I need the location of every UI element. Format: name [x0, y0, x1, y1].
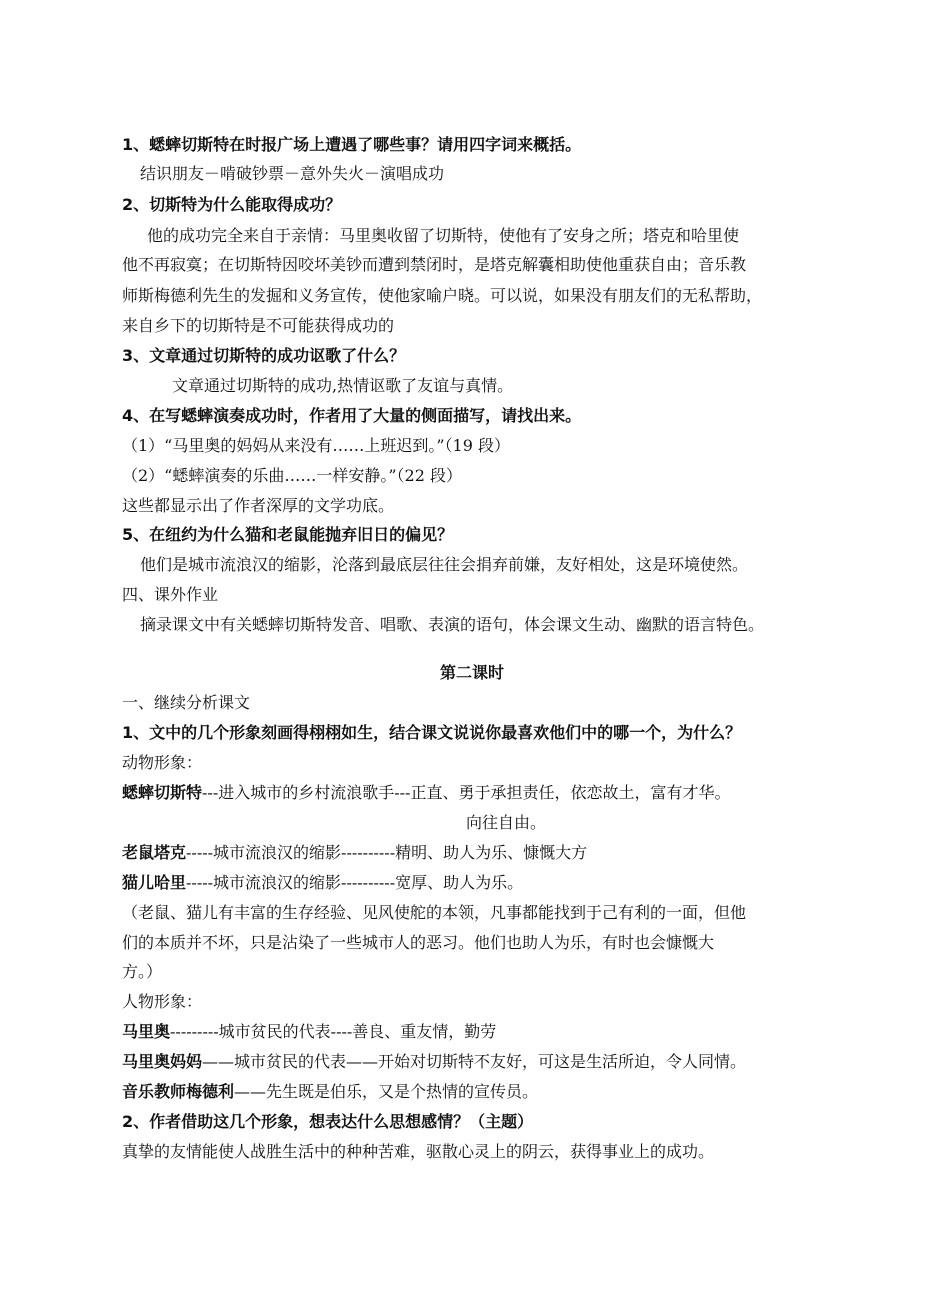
- note-line: （老鼠、猫儿有丰富的生存经验、见风使舵的本领，凡事都能找到于己有利的一面，但他: [122, 903, 747, 922]
- q3-answer: 文章通过切斯特的成功,热情讴歌了友谊与真情。: [172, 376, 514, 395]
- note-line: 们的本质并不坏，只是沾染了一些城市人的恶习。他们也助人为乐，有时也会慷慨大: [122, 933, 715, 952]
- chester-desc-cont: 向往自由。: [466, 813, 547, 832]
- q4-answer-line: （1）“马里奥的妈妈从来没有……上班迟到。”（19 段）: [122, 436, 510, 455]
- people-label: 人物形象：: [122, 992, 203, 1011]
- animals-label: 动物形象：: [122, 753, 203, 772]
- theme-answer: 真挚的友情能使人战胜生活中的种种苦难，驱散心灵上的阴云，获得事业上的成功。: [122, 1142, 715, 1161]
- q2-answer-line: 他的成功完全来自于亲情：马里奥收留了切斯特，使他有了安身之所；塔克和哈里使: [147, 226, 740, 245]
- homework-title: 四、课外作业: [122, 585, 219, 604]
- harry-line: [122, 873, 950, 893]
- smedley-desc: ——先生既是伯乐，又是个热情的宣传员。: [234, 1082, 539, 1101]
- lesson2-q2: 2、作者借助这几个形象，想表达什么思想感情？（主题）: [122, 1112, 534, 1131]
- q2-title: 2、切斯特为什么能取得成功？: [122, 195, 342, 214]
- tucker-line: [122, 843, 950, 863]
- q5-title: 5、在纽约为什么猫和老鼠能抛弃旧日的偏见？: [122, 525, 454, 544]
- tucker-desc: -----城市流浪汉的缩影----------精明、助人为乐、慷慨大方: [186, 843, 588, 862]
- mama-desc: ——城市贫民的代表——开始对切斯特不友好，可这是生活所迫，令人同情。: [202, 1052, 747, 1071]
- lesson2-q1: 1、文中的几个形象刻画得栩栩如生，结合课文说说你最喜欢他们中的哪一个，为什么？: [122, 723, 742, 742]
- q4-answer-line: 这些都显示出了作者深厚的文学功底。: [122, 496, 395, 515]
- lesson2-subheading: 一、继续分析课文: [122, 693, 251, 712]
- q4-answer-line: （2）“蟋蟀演奏的乐曲……一样安静。”（22 段）: [122, 466, 462, 485]
- smedley-line: [122, 1082, 950, 1102]
- mario-desc: ---------城市贫民的代表----善良、重友情，勤劳: [170, 1022, 497, 1041]
- q2-answer-line: 来自乡下的切斯特是不可能获得成功的: [122, 316, 395, 335]
- q5-answer: 他们是城市流浪汉的缩影，沦落到最底层往往会捐弃前嫌，友好相处，这是环境使然。: [140, 555, 749, 574]
- tucker-name: 老鼠塔克: [122, 843, 187, 862]
- harry-desc: -----城市流浪汉的缩影----------宽厚、助人为乐。: [186, 873, 524, 892]
- q1-title: 1、蟋蟀切斯特在时报广场上遭遇了哪些事？请用四字词来概括。: [122, 135, 582, 154]
- lesson2-heading: 第二课时: [440, 663, 505, 682]
- q3-title: 3、文章通过切斯特的成功讴歌了什么？: [122, 346, 406, 365]
- note-line: 方。）: [122, 962, 163, 981]
- mama-name: 马里奥妈妈: [122, 1052, 203, 1071]
- harry-name: 猫儿哈里: [122, 873, 187, 892]
- mario-name: 马里奥: [122, 1022, 171, 1041]
- smedley-name: 音乐教师梅德利: [122, 1082, 235, 1101]
- q1-answer: 结识朋友－啃破钞票－意外失火－演唱成功: [140, 164, 445, 183]
- chester-name: 蟋蟀切斯特: [122, 783, 203, 802]
- mama-line: [122, 1052, 950, 1072]
- q2-answer-line: 师斯梅德利先生的发掘和义务宣传，使他家喻户晓。可以说，如果没有朋友们的无私帮助，: [122, 286, 763, 305]
- q2-answer-line: 他不再寂寞；在切斯特因咬坏美钞而遭到禁闭时，是塔克解囊相助使他重获自由；音乐教: [122, 255, 747, 274]
- homework-text: 摘录课文中有关蟋蟀切斯特发音、唱歌、表演的语句，体会课文生动、幽默的语言特色。: [140, 615, 765, 634]
- chester-desc: ---进入城市的乡村流浪歌手---正直、勇于承担责任，依恋故土，富有才华。: [202, 783, 731, 802]
- chester-line: [122, 783, 950, 803]
- q4-title: 4、在写蟋蟀演奏成功时，作者用了大量的侧面描写，请找出来。: [122, 406, 582, 425]
- mario-line: [122, 1022, 950, 1042]
